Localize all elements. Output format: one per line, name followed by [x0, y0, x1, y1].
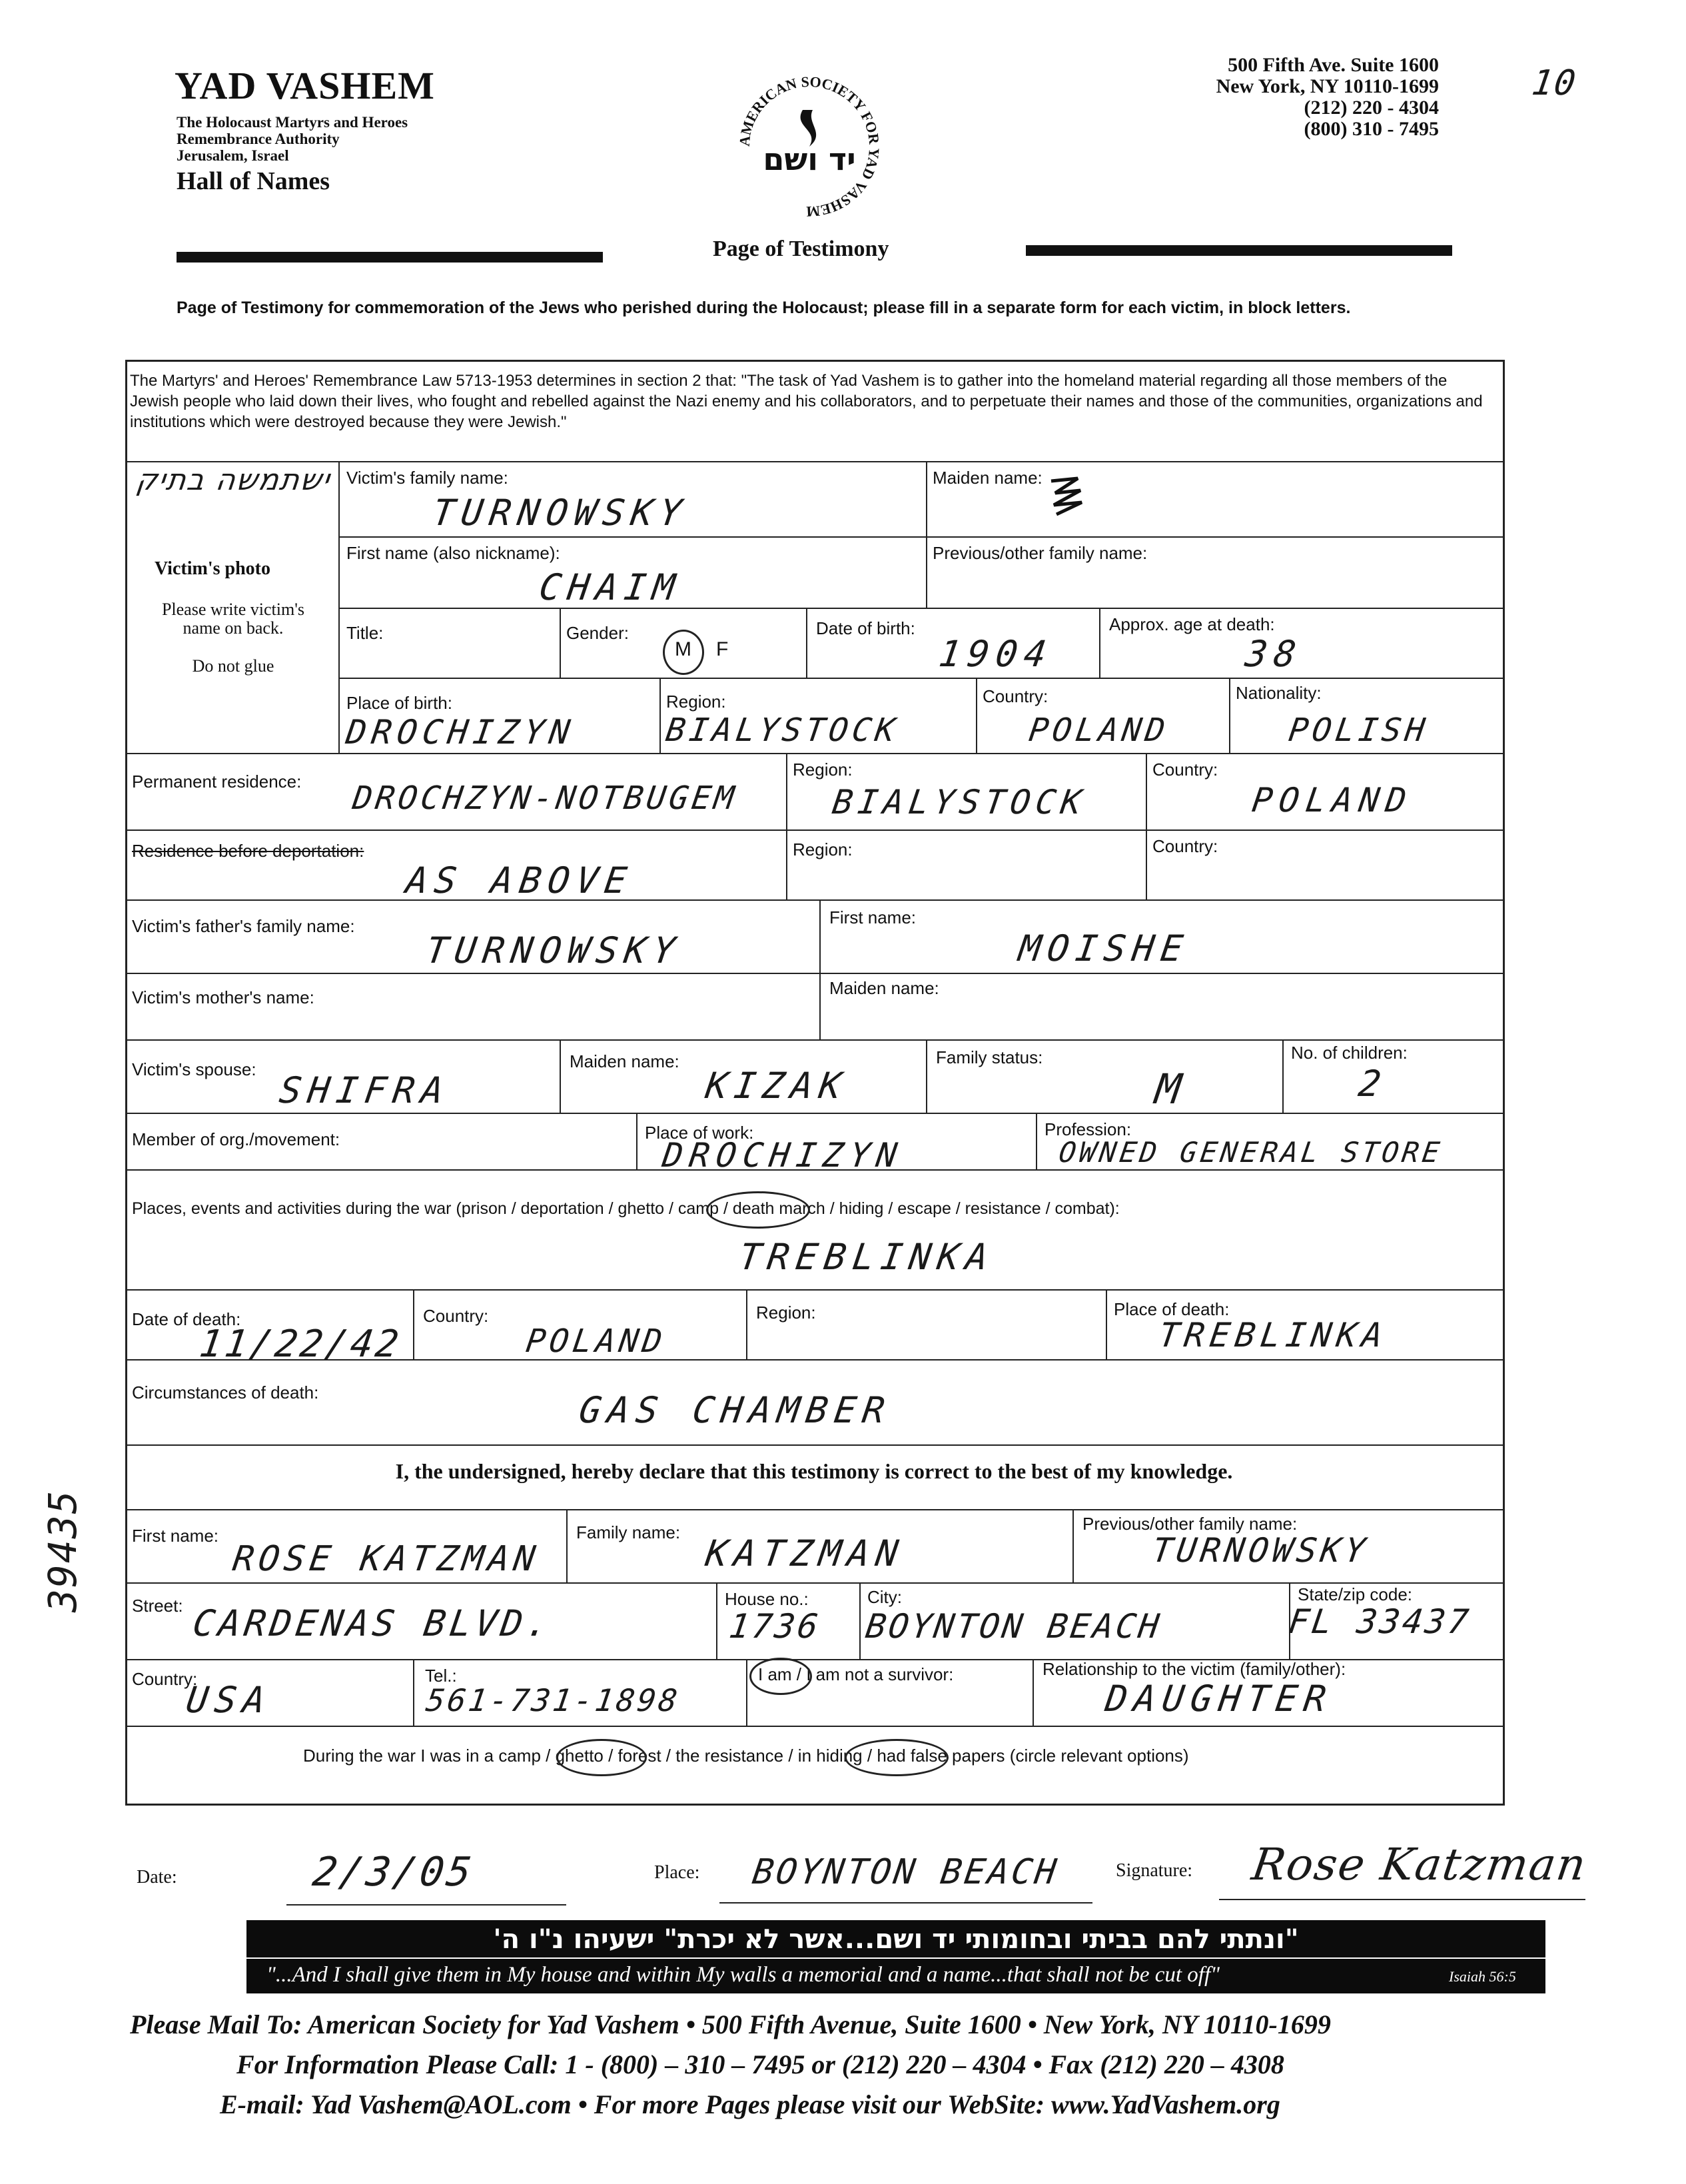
org-sub-2: Remembrance Authority: [177, 131, 340, 147]
value-circ: GAS CHAMBER: [576, 1389, 895, 1431]
org-sub-1: The Holocaust Martyrs and Heroes: [177, 114, 408, 131]
value-dod: 11/22/42: [197, 1323, 404, 1366]
org-sub-3: Jerusalem, Israel: [177, 147, 289, 164]
label-survivor: I am / I am not a survivor:: [758, 1664, 954, 1684]
value-family-status: M: [1152, 1065, 1191, 1113]
label-prev-name: Previous/other family name:: [933, 543, 1148, 563]
label-signature: Signature:: [1116, 1860, 1193, 1881]
label-title: Title:: [346, 623, 384, 643]
seal-logo: [726, 63, 893, 230]
value-res-before: AS ABOVE: [403, 859, 636, 901]
header-rule-left: [177, 252, 603, 263]
value-profession: OWNED GENERAL STORE: [1056, 1136, 1445, 1169]
label-maiden-name: Maiden name:: [933, 468, 1043, 488]
label-children: No. of children:: [1291, 1043, 1408, 1063]
label-profession: Profession:: [1045, 1119, 1132, 1139]
label-work: Place of work:: [645, 1123, 754, 1143]
value-sub-prev: TURNOWSKY: [1149, 1531, 1372, 1570]
label-gender: Gender:: [566, 623, 629, 643]
value-spouse-maiden: KIZAK: [703, 1065, 851, 1107]
label-res-before-country: Country:: [1152, 836, 1218, 856]
label-pob: Place of birth:: [346, 693, 452, 713]
value-pob-country: POLAND: [1027, 712, 1172, 749]
declaration: I, the undersigned, hereby declare that this testimony is correct to the best of my knowledge.: [395, 1459, 1233, 1483]
footer-mail: Please Mail To: American Society for Yad Vashem • 500 Fifth Avenue, Suite 1600 • New York, NY 10110-1699: [130, 2009, 1331, 2039]
label-spouse: Victim's spouse:: [132, 1059, 256, 1079]
hiding-circle: [845, 1739, 949, 1776]
value-father: TURNOWSKY: [423, 929, 685, 971]
label-org: Member of org./movement:: [132, 1129, 340, 1149]
svg-text:יד ושם: יד ושם: [763, 141, 856, 177]
page-number: 10: [1529, 63, 1579, 103]
gender-f: F: [716, 638, 729, 660]
photo-note-3: Do not glue: [192, 656, 274, 676]
value-places: TREBLINKA: [736, 1236, 998, 1278]
org-name: YAD VASHEM: [175, 64, 435, 107]
value-street: CARDENAS BLVD.: [190, 1602, 556, 1644]
svg-text:AMERICAN SOCIETY FOR YAD VASHE: AMERICAN SOCIETY FOR YAD VASHEM: [735, 73, 883, 221]
label-sub-first: First name:: [132, 1526, 219, 1546]
label-perm-country: Country:: [1152, 760, 1218, 780]
gender-m: M: [675, 638, 691, 660]
footer-web: E-mail: Yad Vashem@AOL.com • For more Pages please visit our WebSite: www.YadVashem.org: [220, 2089, 1280, 2119]
label-state: State/zip code:: [1298, 1584, 1412, 1604]
value-work: DROCHIZYN: [659, 1136, 907, 1175]
value-pob: DROCHIZYN: [343, 713, 578, 752]
label-pod: Place of death:: [1114, 1299, 1230, 1319]
label-mother: Victim's mother's name:: [132, 987, 314, 1007]
photo-note-1: Please write victim's: [161, 600, 305, 619]
value-pod: TREBLINKA: [1156, 1316, 1391, 1355]
value-relation: DAUGHTER: [1102, 1678, 1336, 1720]
value-perm-country: POLAND: [1249, 781, 1416, 819]
value-date: 2/3/05: [310, 1849, 477, 1896]
address-line-1: 500 Fifth Ave. Suite 1600: [1228, 54, 1439, 76]
value-nationality: POLISH: [1286, 712, 1432, 749]
label-during-war: During the war I was in a camp / ghetto / forest / the resistance / in hiding / had false papers (circle relevant options): [303, 1746, 1189, 1766]
label-tel: Tel.:: [425, 1666, 457, 1686]
address-line-4: (800) 310 - 7495: [1304, 118, 1439, 140]
label-father-first: First name:: [829, 907, 917, 927]
i-am-circle: [749, 1658, 812, 1695]
label-father: Victim's father's family name:: [132, 916, 355, 936]
value-father-first: MOISHE: [1016, 927, 1192, 969]
banner-ref: Isaiah 56:5: [1449, 1968, 1516, 1985]
address-line-3: (212) 220 - 4304: [1304, 97, 1439, 119]
value-perm-res: DROCHZYN-NOTBUGEM: [350, 780, 740, 817]
value-family-name: TURNOWSKY: [430, 492, 691, 534]
label-sub-family: Family name:: [576, 1522, 681, 1542]
org-hall: Hall of Names: [177, 167, 330, 195]
isaiah-banner: [246, 1920, 1545, 1993]
label-res-before-region: Region:: [793, 839, 853, 859]
photo-hebrew: ישתמשה בתיק: [134, 463, 333, 497]
label-dod-region: Region:: [756, 1303, 816, 1323]
label-dod-country: Country:: [423, 1306, 489, 1326]
value-place: BOYNTON BEACH: [749, 1852, 1062, 1892]
label-city: City:: [867, 1587, 902, 1607]
label-first-name: First name (also nickname):: [346, 543, 560, 563]
photo-title: Victim's photo: [155, 558, 270, 579]
address-line-2: New York, NY 10110-1699: [1216, 75, 1439, 97]
value-first-name: CHAIM: [536, 566, 684, 608]
label-perm-res: Permanent residence:: [132, 772, 302, 792]
ghetto-2-circle: [556, 1739, 647, 1776]
banner-english: "...And I shall give them in My house and within My walls a memorial and a name...that shall not be cut off": [266, 1963, 1220, 1987]
value-sub-country: USA: [183, 1679, 274, 1721]
photo-note-2: name on back.: [183, 618, 284, 638]
label-family-name: Victim's family name:: [346, 468, 508, 488]
label-spouse-maiden: Maiden name:: [570, 1051, 679, 1071]
banner-hebrew: "ונתתי להם בביתי ובחומותי יד ושם...אשר לא יכרת" ישעיהו נ"ו ה': [493, 1924, 1299, 1955]
label-nationality: Nationality:: [1236, 683, 1322, 703]
form-title: Page of Testimony: [713, 237, 889, 261]
value-children: 2: [1356, 1063, 1390, 1105]
value-sub-first: ROSE KATZMAN: [230, 1539, 542, 1579]
value-dob: 1904: [936, 633, 1056, 675]
ghetto-circle: [706, 1191, 810, 1229]
value-pob-region: BIALYSTOCK: [663, 712, 901, 749]
label-sub-country: Country:: [132, 1669, 198, 1689]
value-tel: 561-731-1898: [424, 1682, 683, 1718]
maiden-name-scribble: [1046, 473, 1086, 520]
address-block: [1079, 55, 1439, 140]
footer-phone: For Information Please Call: 1 - (800) – 310 – 7495 or (212) 220 – 4304 • Fax (212) 220 – 4308: [236, 2049, 1284, 2079]
label-dod: Date of death:: [132, 1309, 241, 1329]
label-res-before: Residence before deportation:: [132, 841, 364, 861]
law-text: The Martyrs' and Heroes' Remembrance Law 5713-1953 determines in section 2 that: "The task of Yad Vashem is to gather into the homeland material regarding all those members of the Jewish people who laid down their lives, who fought and rebelled against the Nazi enemy and his collaborators, and to perpetuate their names and those of the communities, organizations and institutions which were destroyed because they were Jewish.": [130, 372, 1483, 431]
label-family-status: Family status:: [936, 1047, 1043, 1067]
label-circ: Circumstances of death:: [132, 1382, 319, 1402]
header-rule-right: [1026, 245, 1452, 256]
value-state: FL 33437: [1286, 1602, 1474, 1641]
label-perm-region: Region:: [793, 760, 853, 780]
label-dob: Date of birth:: [816, 618, 915, 638]
label-relation: Relationship to the victim (family/other):: [1043, 1659, 1346, 1679]
intro-text: Page of Testimony for commemoration of the Jews who perished during the Holocaust; please fill in a separate form for each victim, in block letters.: [177, 298, 1351, 317]
label-date: Date:: [137, 1867, 177, 1888]
label-street: Street:: [132, 1596, 183, 1616]
value-perm-region: BIALYSTOCK: [829, 783, 1090, 821]
value-signature: Rose Katzman: [1248, 1839, 1591, 1890]
label-house: House no.:: [725, 1589, 809, 1609]
value-city: BOYNTON BEACH: [863, 1607, 1164, 1646]
label-pob-country: Country:: [983, 686, 1049, 706]
margin-number: 39435: [40, 1489, 85, 1612]
value-sub-family: KATZMAN: [703, 1532, 908, 1574]
label-places: Places, events and activities during the war (prison / deportation / ghetto / camp / death march / hiding / escape / resistance / combat):: [132, 1199, 1120, 1218]
label-place: Place:: [654, 1862, 700, 1883]
value-spouse: SHIFRA: [276, 1069, 453, 1111]
label-age: Approx. age at death:: [1109, 614, 1275, 634]
label-mother-maiden: Maiden name:: [829, 978, 939, 998]
value-house: 1736: [726, 1607, 823, 1646]
value-age: 38: [1242, 633, 1306, 675]
label-sub-prev: Previous/other family name:: [1082, 1514, 1298, 1534]
value-dod-country: POLAND: [524, 1323, 669, 1360]
gender-m-circle: [663, 630, 704, 675]
label-pob-region: Region:: [666, 692, 726, 712]
